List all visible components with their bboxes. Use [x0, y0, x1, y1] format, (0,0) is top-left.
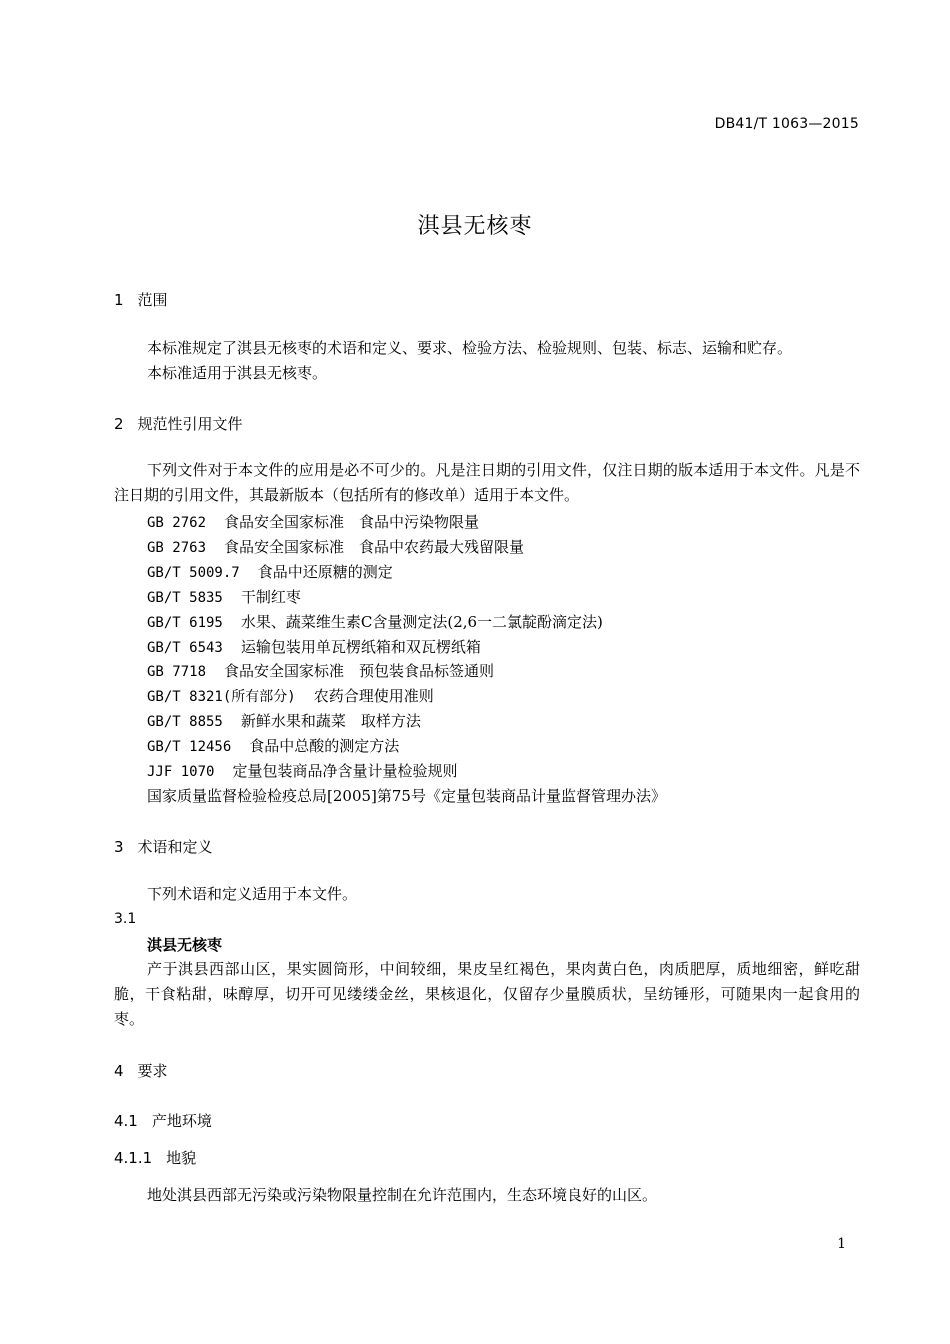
reference-item: [147, 587, 301, 608]
subsection-number: 4.1.1: [114, 1149, 153, 1167]
reference-title: 运输包装用单瓦楞纸箱和双瓦楞纸箱: [240, 637, 481, 656]
reference-code: GB/T 6195: [147, 614, 223, 631]
term-name: 淇县无核枣: [147, 936, 223, 954]
section-number: 1: [114, 291, 124, 309]
reference-item: [147, 661, 494, 682]
reference-title: 新鲜水果和蔬菜 取样方法: [240, 712, 421, 731]
section-title: 术语和定义: [137, 838, 213, 856]
subsection-4-1-heading: [114, 1110, 212, 1131]
section-number: 4: [114, 1062, 124, 1080]
section-title: 范围: [137, 291, 168, 309]
section-title: 要求: [137, 1062, 168, 1080]
reference-item: [147, 612, 603, 633]
subsection-4-1-1-heading: [114, 1147, 196, 1168]
section-3-heading: [114, 836, 213, 857]
document-code: DB41/T 1063—2015: [714, 116, 859, 132]
reference-item: [147, 537, 524, 558]
terrain-paragraph: 地处淇县西部无污染或污染物限量控制在允许范围内，生态环境良好的山区。: [147, 1186, 658, 1204]
reference-item: [147, 562, 393, 583]
section-2-heading: [114, 413, 243, 434]
section-number: 3: [114, 838, 124, 856]
reference-code: GB/T 8321(所有部分): [147, 689, 296, 706]
reference-item: [147, 637, 481, 658]
reference-code: GB/T 8855: [147, 714, 223, 731]
reference-code: GB 7718: [147, 664, 207, 681]
reference-code: GB/T 5835: [147, 589, 223, 606]
subsection-number: 4.1: [114, 1112, 138, 1130]
reference-code: GB/T 5009.7: [147, 564, 240, 581]
reference-item: [147, 512, 479, 533]
reference-title: 食品中总酸的测定方法: [249, 737, 400, 756]
term-number: 3.1: [114, 911, 137, 927]
reference-item: [147, 686, 434, 707]
reference-title: 食品中还原糖的测定: [257, 562, 393, 581]
section-4-heading: [114, 1060, 168, 1081]
page-number: 1: [837, 1236, 846, 1252]
reference-item-regulation: 国家质量监督检验检疫总局[2005]第75号《定量包装商品计量监督管理办法》: [147, 787, 666, 805]
section-1-heading: [114, 289, 168, 310]
reference-code: GB/T 6543: [147, 639, 223, 656]
reference-title: 食品安全国家标准 食品中农药最大残留限量: [224, 537, 525, 556]
reference-item: [147, 736, 399, 757]
reference-title: 水果、蔬菜维生素C含量测定法(2,6一二氯靛酚滴定法): [240, 612, 603, 631]
reference-title: 食品安全国家标准 食品中污染物限量: [224, 513, 480, 531]
scope-paragraph-2: 本标准适用于淇县无核枣。: [147, 364, 328, 382]
scope-paragraph-1: 本标准规定了淇县无核枣的术语和定义、要求、检验方法、检验规则、包装、标志、运输和贮存。: [147, 339, 793, 357]
reference-title: 定量包装商品净含量计量检验规则: [232, 762, 458, 780]
section-number: 2: [114, 415, 124, 433]
reference-code: GB/T 12456: [147, 739, 232, 756]
reference-item: [147, 711, 421, 732]
page-title: 淇县无核枣: [417, 214, 533, 239]
reference-title: 农药合理使用准则: [313, 687, 434, 706]
reference-code: GB 2763: [147, 539, 207, 556]
reference-code: JJF 1070: [147, 764, 215, 780]
subsection-title: 产地环境: [151, 1112, 212, 1130]
references-intro: 下列文件对于本文件的应用是必不可少的。凡是注日期的引用文件，仅注日期的版本适用于本文件。凡是不注日期的引用文件，其最新版本（包括所有的修改单）适用于本文件。: [114, 461, 860, 504]
section-title: 规范性引用文件: [137, 415, 243, 433]
reference-item: [147, 761, 457, 782]
reference-title: 干制红枣: [240, 587, 301, 606]
term-definition: 产于淇县西部山区，果实圆筒形，中间较细，果皮呈红褐色，果肉黄白色，肉质肥厚，质地细密，鲜吃甜脆，干食粘甜，味醇厚，切开可见缕缕金丝，果核退化，仅留存少量膜质状，呈纺锤形，可随果肉一起食用的枣。: [114, 960, 860, 1028]
reference-title: 食品安全国家标准 预包装食品标签通则: [224, 662, 495, 681]
subsection-title: 地貌: [166, 1149, 197, 1167]
reference-code: GB 2762: [147, 515, 207, 531]
terms-intro: 下列术语和定义适用于本文件。: [147, 885, 358, 903]
